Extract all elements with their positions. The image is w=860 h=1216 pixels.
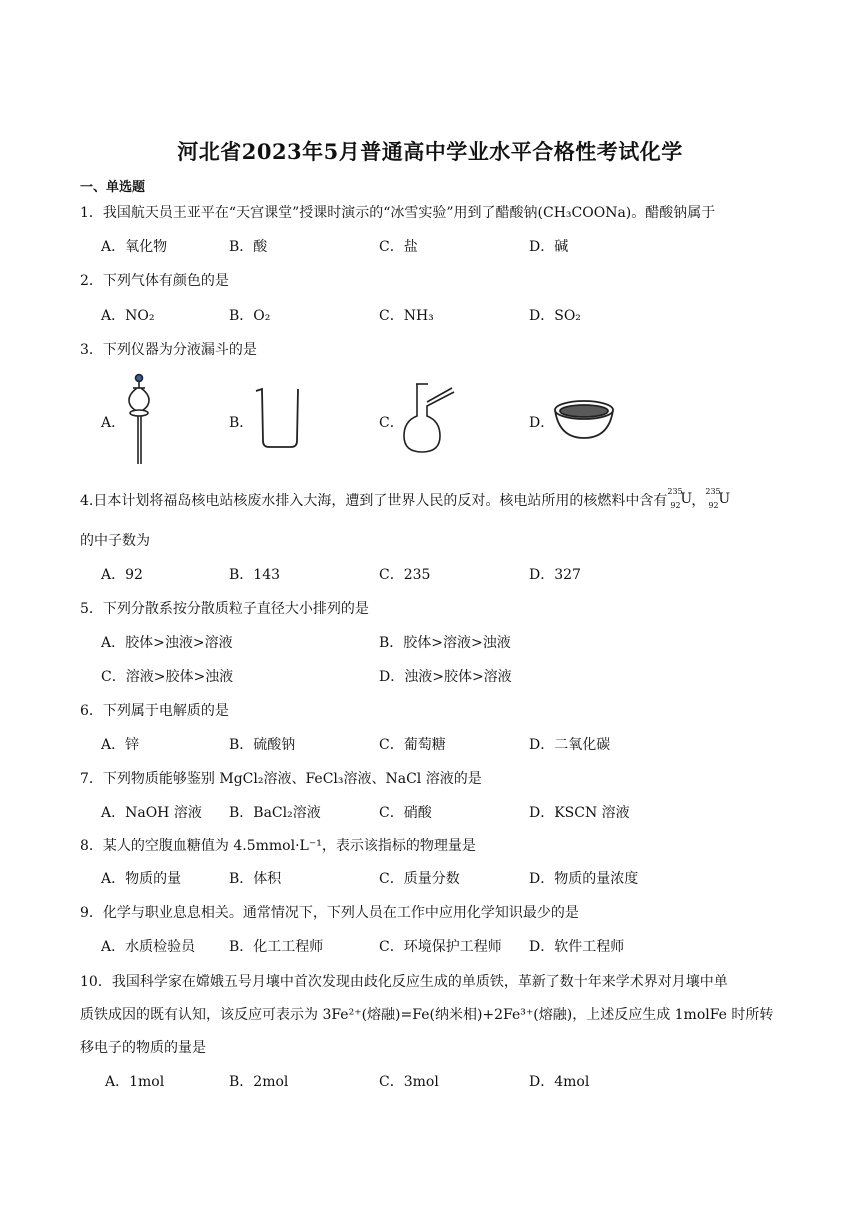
q4-option-b: B．143: [229, 567, 281, 583]
q9-option-d: D．软件工程师: [529, 939, 625, 955]
q10-option-d: D．4mol: [529, 1074, 590, 1090]
question-4-line-2: 的中子数为: [80, 533, 150, 549]
q5-option-d: D．浊液>胶体>溶液: [379, 669, 512, 685]
question-8: 8．某人的空腹血糖值为 4.5mmol·L⁻¹，表示该指标的物理量是: [80, 838, 476, 854]
q3-option-d: D．: [529, 415, 555, 431]
q5-option-c: C．溶液>胶体>浊液: [101, 669, 234, 685]
uranium-nuclide-2: 235 92 U: [705, 487, 731, 510]
q2-option-a: A．NO₂: [101, 308, 155, 324]
q5-option-a: A．胶体>浊液>溶液: [101, 635, 233, 651]
q10-option-b: B．2mol: [229, 1074, 289, 1090]
question-2: 2．下列气体有颜色的是: [80, 273, 229, 289]
q3-option-a: A．: [101, 415, 126, 431]
q8-option-d: D．物质的量浓度: [529, 871, 639, 887]
q6-option-d: D．二氧化碳: [529, 737, 611, 753]
question-3: 3．下列仪器为分液漏斗的是: [80, 342, 257, 358]
question-6: 6．下列属于电解质的是: [80, 703, 229, 719]
q6-option-c: C．葡萄糖: [379, 737, 446, 753]
question-1: 1．我国航天员王亚平在“天宫课堂”授课时演示的“冰雪实验”用到了醋酸钠(CH₃COONa)。醋酸钠属于: [80, 205, 716, 221]
distillation-flask-icon: [400, 382, 460, 456]
q9-option-b: B．化工工程师: [229, 939, 324, 955]
q6-option-a: A．锌: [101, 737, 140, 753]
q3-option-c: C．: [379, 415, 404, 431]
separatory-funnel-icon: [124, 372, 158, 468]
q3-option-b: B．: [229, 415, 254, 431]
question-10-line-3: 移电子的物质的量是: [80, 1040, 206, 1056]
q7-option-b: B．BaCl₂溶液: [229, 805, 321, 821]
q7-option-a: A．NaOH 溶液: [101, 805, 202, 821]
q1-option-b: B．酸: [229, 239, 268, 255]
q8-option-a: A．物质的量: [101, 871, 182, 887]
q4-text: 4.日本计划将福岛核电站核废水排入大海，遭到了世界人民的反对。核电站所用的核燃料中含有: [80, 493, 668, 509]
q1-option-c: C．盐: [379, 239, 418, 255]
q4-option-a: A．92: [101, 567, 143, 583]
q7-option-d: D．KSCN 溶液: [529, 805, 630, 821]
q2-option-d: D．SO₂: [529, 308, 581, 324]
question-5: 5．下列分散系按分散质粒子直径大小排列的是: [80, 601, 369, 617]
q10-option-a: A．1mol: [105, 1074, 165, 1090]
question-4: 4.日本计划将福岛核电站核废水排入大海，遭到了世界人民的反对。核电站所用的核燃料中含有 235 92 U ， 235 92 U: [80, 487, 731, 510]
q6-option-b: B．硫酸钠: [229, 737, 296, 753]
q8-option-c: C．质量分数: [379, 871, 460, 887]
q2-option-c: C．NH₃: [379, 308, 434, 324]
q9-option-a: A．水质检验员: [101, 939, 196, 955]
q10-option-c: C．3mol: [379, 1074, 439, 1090]
question-9: 9．化学与职业息息相关。通常情况下，下列人员在工作中应用化学知识最少的是: [80, 905, 579, 921]
question-10-line-1: 10．我国科学家在嫦娥五号月壤中首次发现由歧化反应生成的单质铁，革新了数十年来学术界对月壤中单: [80, 974, 728, 990]
q4-option-c: C．235: [379, 567, 431, 583]
q8-option-b: B．体积: [229, 871, 282, 887]
page-title: 河北省2023年5月普通高中学业水平合格性考试化学: [177, 139, 683, 164]
q1-option-a: A．氧化物: [101, 239, 168, 255]
q9-option-c: C．环境保护工程师: [379, 939, 502, 955]
question-10-line-2: 质铁成因的既有认知，该反应可表示为 3Fe²⁺(熔融)=Fe(纳米相)+2Fe³⁺(熔融)，上述反应生成 1molFe 时所转: [80, 1007, 774, 1023]
q7-option-c: C．硝酸: [379, 805, 432, 821]
q1-option-d: D．碱: [529, 239, 569, 255]
evaporating-dish-icon: [553, 396, 619, 442]
question-7: 7．下列物质能够鉴别 MgCl₂溶液、FeCl₃溶液、NaCl 溶液的是: [80, 771, 482, 787]
q4-option-d: D．327: [529, 567, 581, 583]
section-heading: 一、单选题: [80, 180, 146, 195]
q5-option-b: B．胶体>溶液>浊液: [379, 635, 511, 651]
beaker-icon: [254, 385, 306, 451]
q2-option-b: B．O₂: [229, 308, 271, 324]
uranium-nuclide-1: 235 92 U: [667, 487, 693, 510]
